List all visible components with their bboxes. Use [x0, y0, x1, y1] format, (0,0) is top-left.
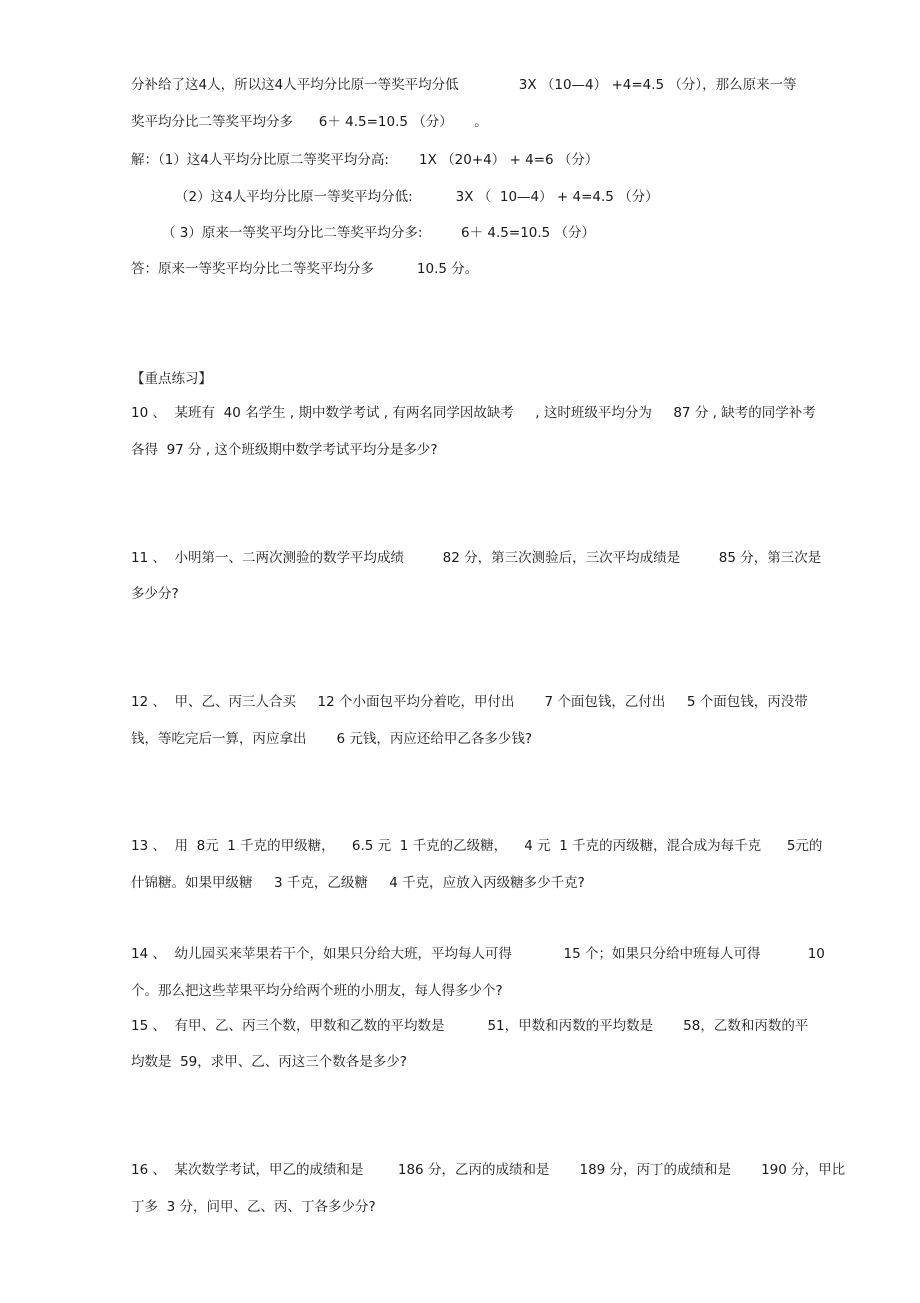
problem-10-line-1: 10 、 某班有 40 名学生 , 期中数学考试 , 有两名同学因故缺考 , 这时班级平均分为 87 分 , 缺考的同学补考	[131, 405, 816, 421]
problem-15-line-1: 15 、 有甲、乙、丙三个数，甲数和乙数的平均数是 51，甲数和丙数的平均数是 58，乙数和丙数的平	[131, 1018, 809, 1034]
problem-11-line-1: 11 、 小明第一、二两次测验的数学平均成绩 82 分，第三次测验后，三次平均成绩是 85 分，第三次是	[131, 550, 822, 566]
problem-14-line-2: 个。那么把这些苹果平均分给两个班的小朋友，每人得多少个?	[131, 983, 503, 999]
problem-13-line-2: 什锦糖。如果甲级糖 3 千克，乙级糖 4 千克，应放入丙级糖多少千克?	[131, 875, 585, 891]
problem-16-line-2: 丁多 3 分，问甲、乙、丙、丁各多少分?	[131, 1199, 376, 1215]
solution-step-1: 解：（1）这4人平均分比原二等奖平均分高: 1X （20+4） + 4=6 （分）	[131, 152, 599, 168]
solution-answer: 答：原来一等奖平均分比二等奖平均分多 10.5 分。	[131, 261, 479, 277]
problem-10-line-2: 各得 97 分 , 这个班级期中数学考试平均分是多少?	[131, 442, 438, 458]
problem-11-line-2: 多少分?	[131, 586, 179, 602]
problem-16-line-1: 16 、 某次数学考试，甲乙的成绩和是 186 分，乙丙的成绩和是 189 分，丙丁的成绩和是 190 分，甲比	[131, 1162, 846, 1178]
problem-15-line-2: 均数是 59，求甲、乙、丙这三个数各是多少?	[131, 1054, 407, 1070]
solution-step-2: （2）这4人平均分比原一等奖平均分低: 3X （ 10—4） + 4=4.5 （分）	[175, 189, 659, 205]
solution-line-1: 分补给了这4人，所以这4人平均分比原一等奖平均分低 3X （10—4） +4=4.5 （分），那么原来一等	[131, 77, 797, 93]
problem-14-line-1: 14 、 幼儿园买来苹果若干个，如果只分给大班，平均每人可得 15 个；如果只分给中班每人可得 10	[131, 946, 825, 962]
problem-12-line-1: 12 、 甲、乙、丙三人合买 12 个小面包平均分着吃，甲付出 7 个面包钱，乙付出 5 个面包钱，丙没带	[131, 694, 808, 710]
solution-line-2: 奖平均分比二等奖平均分多 6＋ 4.5=10.5 （分） 。	[131, 114, 488, 130]
section-title: 【重点练习】	[131, 371, 212, 387]
problem-12-line-2: 钱，等吃完后一算，丙应拿出 6 元钱，丙应还给甲乙各多少钱?	[131, 731, 533, 747]
problem-13-line-1: 13 、 用 8元 1 千克的甲级糖， 6.5 元 1 千克的乙级糖， 4 元 1 千克的丙级糖，混合成为每千克 5元的	[131, 838, 823, 854]
solution-step-3: （ 3）原来一等奖平均分比二等奖平均分多: 6＋ 4.5=10.5 （分）	[162, 225, 596, 241]
